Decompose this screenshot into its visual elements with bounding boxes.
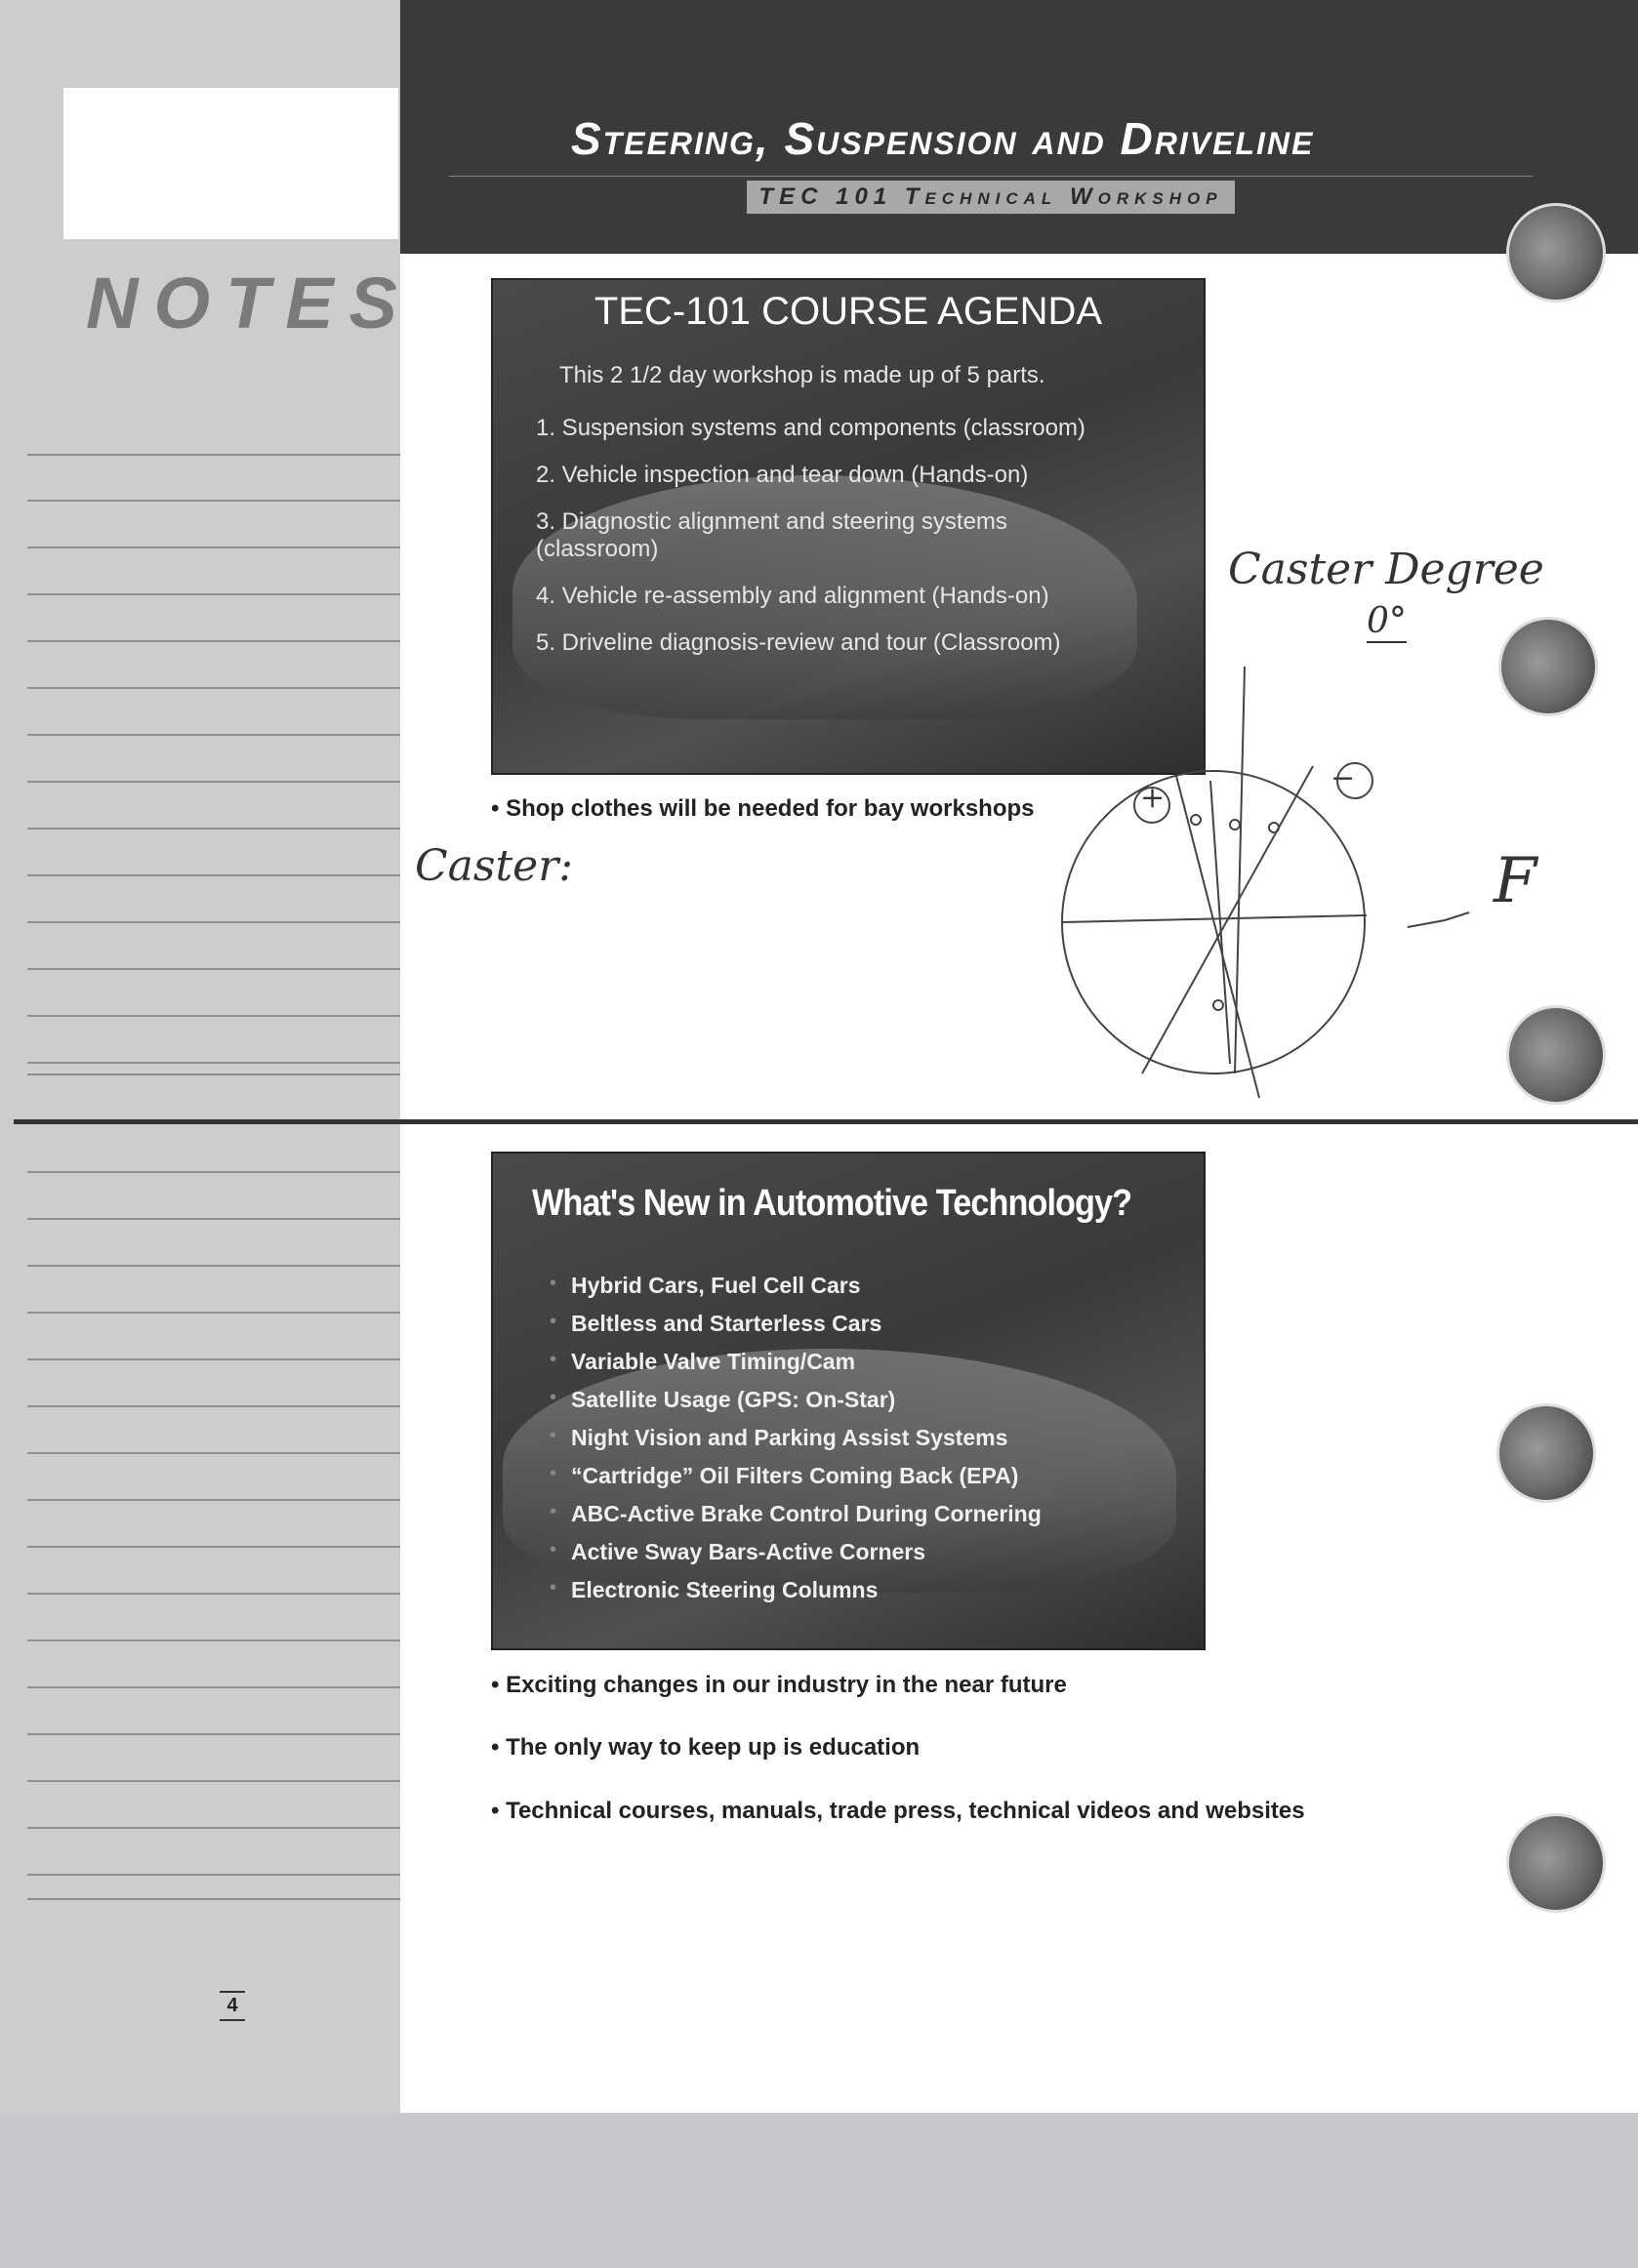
technology-item: Variable Valve Timing/Cam [571, 1349, 856, 1374]
notes-title: NOTES [86, 263, 413, 344]
list-bullet: • [550, 1349, 557, 1370]
list-bullet: • [550, 1501, 557, 1522]
slide2-note: • The only way to keep up is education [491, 1734, 921, 1761]
binder-hole [1506, 1813, 1606, 1913]
list-bullet: • [550, 1387, 557, 1408]
technology-item: Active Sway Bars-Active Corners [571, 1539, 926, 1564]
binder-hole [1498, 617, 1598, 716]
slide1-note: • Shop clothes will be needed for bay workshops [491, 795, 1035, 822]
handwritten-plus: + [1140, 781, 1166, 815]
agenda-item: 3. Diagnostic alignment and steering systems (classroom) [536, 508, 1007, 562]
list-bullet: • [550, 1311, 557, 1332]
technology-item: ABC-Active Brake Control During Cornering [571, 1501, 1042, 1526]
binder-hole [1496, 1403, 1596, 1503]
agenda-item: 2. Vehicle inspection and tear down (Hands-on) [536, 462, 1029, 488]
handwritten-zero-degree: 0° [1367, 601, 1407, 641]
agenda-item: 4. Vehicle re-assembly and alignment (Hands-on) [536, 583, 1049, 609]
binder-hole [1506, 1005, 1606, 1105]
technology-item: Beltless and Starterless Cars [571, 1311, 882, 1336]
agenda-item: 1. Suspension systems and components (classroom) [536, 415, 1085, 441]
slide-title: What's New in Automotive Technology? [532, 1183, 1132, 1224]
header-title: Steering, Suspension and Driveline [571, 113, 1315, 164]
binder-hole [1506, 203, 1606, 303]
technology-item: Hybrid Cars, Fuel Cell Cars [571, 1273, 861, 1298]
list-bullet: • [550, 1425, 557, 1446]
handwritten-forward: F [1494, 845, 1537, 917]
technology-item: “Cartridge” Oil Filters Coming Back (EPA) [571, 1463, 1019, 1488]
slide2-note: • Technical courses, manuals, trade press, technical videos and websites [491, 1798, 1305, 1824]
slide-title: TEC-101 COURSE AGENDA [594, 290, 1103, 333]
technology-item: Night Vision and Parking Assist Systems [571, 1425, 1008, 1450]
agenda-item: 5. Driveline diagnosis-review and tour (Classroom) [536, 629, 1061, 656]
slide-intro: This 2 1/2 day workshop is made up of 5 parts. [559, 362, 1045, 388]
technology-item: Satellite Usage (GPS: On-Star) [571, 1387, 896, 1412]
slide2-note: • Exciting changes in our industry in the near future [491, 1672, 1067, 1698]
section-divider [14, 1119, 1638, 1124]
header-subtitle: TEC 101 Technical Workshop [747, 181, 1235, 214]
list-bullet: • [550, 1539, 557, 1560]
list-bullet: • [550, 1463, 557, 1484]
scan-background [0, 2113, 1638, 2268]
list-bullet: • [550, 1577, 557, 1599]
handwritten-caster-degree: Caster Degree [1228, 545, 1544, 594]
page-number: 4 [220, 1991, 245, 2021]
technology-item: Electronic Steering Columns [571, 1577, 879, 1602]
list-bullet: • [550, 1273, 557, 1294]
handwritten-caster-label: Caster: [415, 841, 574, 891]
handwritten-minus: − [1331, 761, 1356, 795]
